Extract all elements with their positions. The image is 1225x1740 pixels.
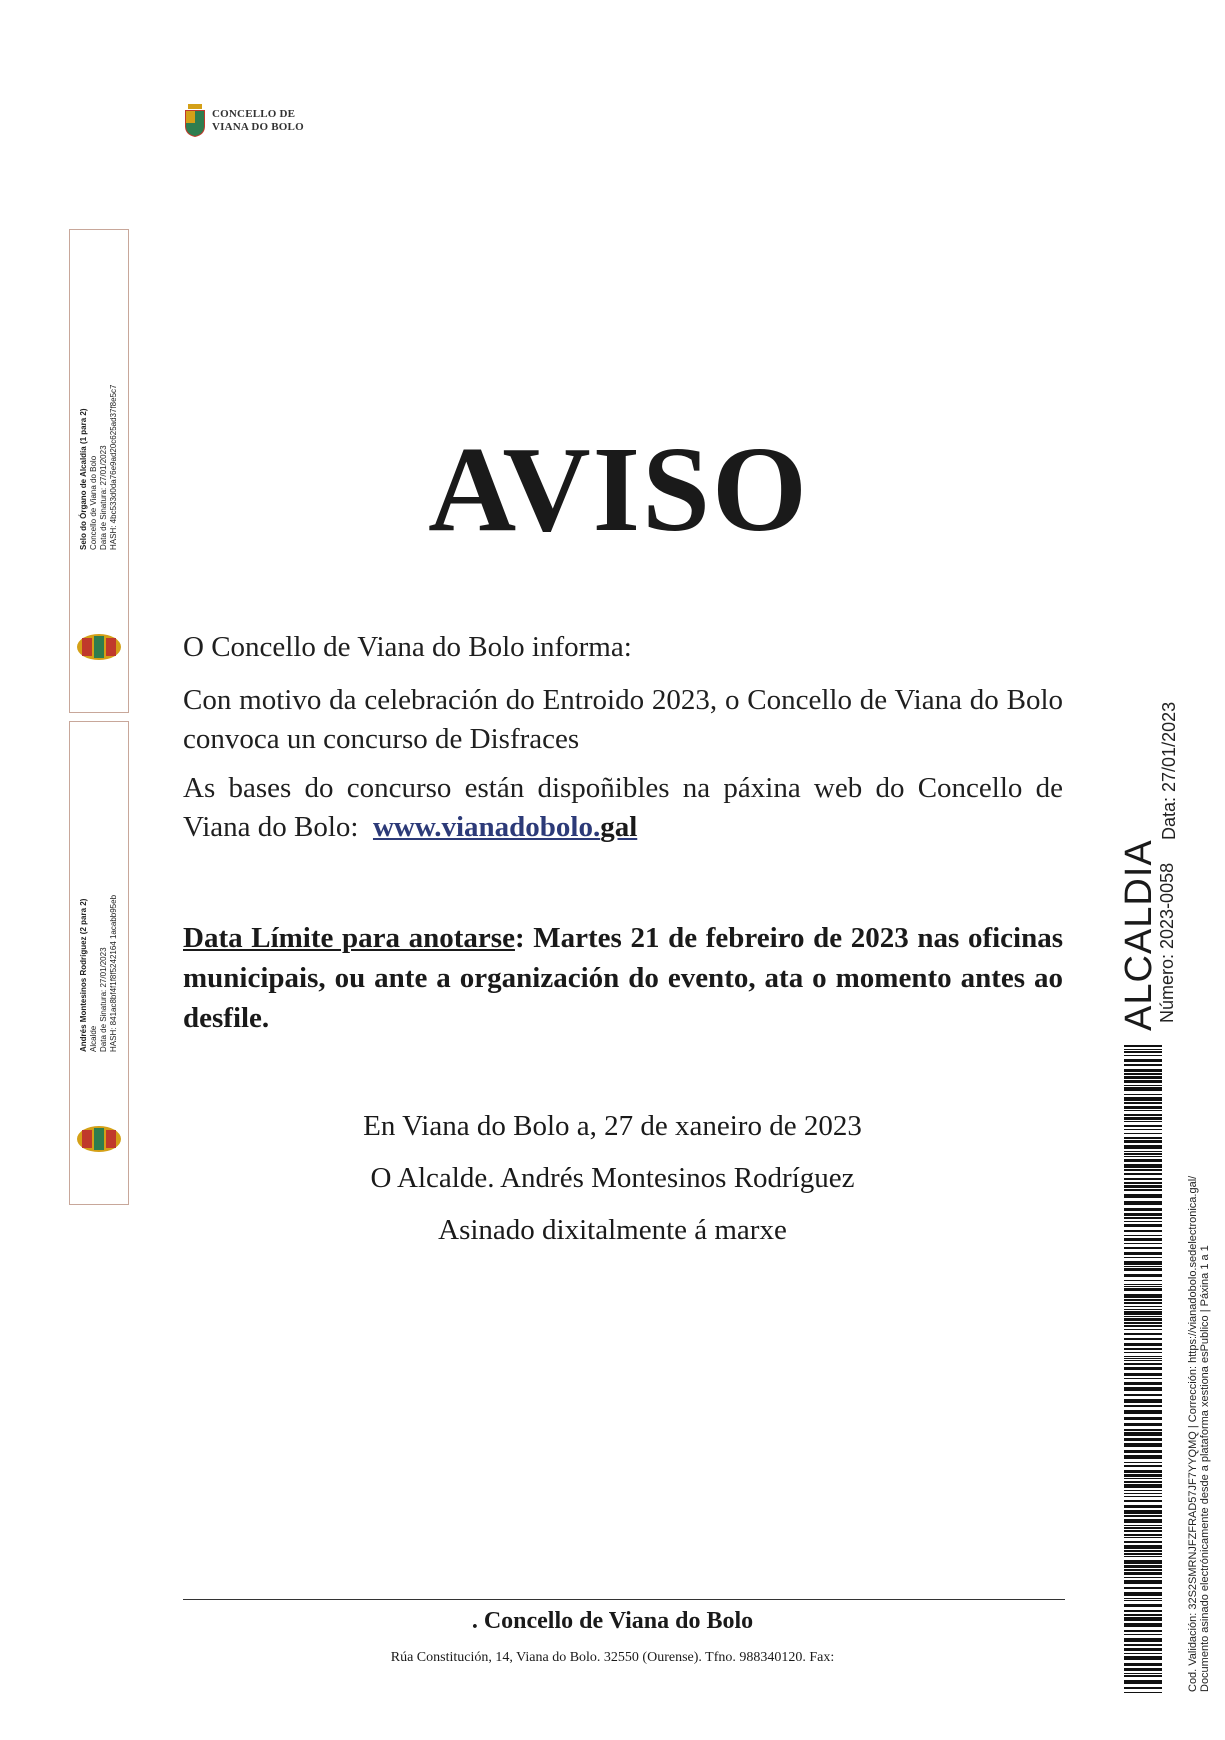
barcode-bar	[1124, 1429, 1162, 1431]
barcode-bar	[1124, 1541, 1162, 1543]
barcode-bar	[1124, 1410, 1162, 1414]
barcode-bar	[1124, 1133, 1162, 1134]
barcode-bar	[1124, 1496, 1162, 1497]
barcode-bar	[1124, 1373, 1162, 1376]
barcode-bar	[1124, 1121, 1162, 1122]
barcode-bar	[1124, 1387, 1162, 1391]
barcode-bar	[1124, 1137, 1162, 1139]
barcode-bar	[1124, 1173, 1162, 1175]
barcode-bar	[1124, 1484, 1162, 1488]
barcode-bar	[1124, 1266, 1162, 1267]
barcode-bar	[1124, 1064, 1162, 1066]
website-link[interactable]: www.vianadobolo.gal	[372, 811, 638, 843]
barcode-bar	[1124, 1614, 1162, 1616]
barcode-bar	[1124, 1673, 1162, 1674]
paragraph-contest: Con motivo da celebración do Entroido 2023, o Concello de Viana do Bolo convoca un concurso de Disfraces	[183, 684, 1063, 755]
barcode-bar	[1124, 1325, 1162, 1327]
barcode-bar	[1124, 1450, 1162, 1453]
barcode-bar	[1124, 1545, 1162, 1549]
barcode-bar	[1124, 1049, 1162, 1050]
barcode-bar	[1124, 1294, 1162, 1298]
barcode-bar	[1124, 1129, 1162, 1130]
bases-text: As bases do concurso están dispoñibles na páxina web do Concello de Viana do Bolo:	[183, 772, 1063, 843]
barcode-bar	[1124, 1316, 1162, 1317]
barcode-bar	[1124, 1110, 1162, 1111]
logo-line-1: CONCELLO DE	[212, 108, 296, 120]
deadline-label: Data Límite para anotarse	[183, 922, 515, 954]
barcode-bar	[1124, 1125, 1162, 1127]
barcode-bar	[1124, 1069, 1162, 1072]
barcode-bar	[1124, 1358, 1162, 1359]
barcode-bar	[1124, 1182, 1162, 1184]
barcode-bar	[1124, 1164, 1162, 1168]
barcode-bar	[1124, 1073, 1162, 1075]
barcode-bar	[1124, 1394, 1162, 1396]
barcode-bar	[1124, 1247, 1162, 1249]
barcode-bar	[1124, 1569, 1162, 1571]
barcode-bar	[1124, 1399, 1162, 1403]
barcode-bar	[1124, 1329, 1162, 1330]
barcode-bar	[1124, 1604, 1162, 1607]
barcode-bar	[1124, 1348, 1162, 1350]
barcode-bar	[1124, 1343, 1162, 1346]
place-date: En Viana do Bolo a, 27 de xaneiro de 2023	[363, 1110, 862, 1142]
barcode-bar	[1124, 1405, 1162, 1407]
barcode-bar	[1124, 1363, 1162, 1365]
barcode-bar	[1124, 1306, 1162, 1307]
header-logo	[184, 104, 304, 138]
barcode-bar	[1124, 1087, 1162, 1091]
document-number: Número: 2023-0058	[1157, 862, 1177, 1023]
barcode-bar	[1124, 1274, 1162, 1277]
notice-body	[183, 628, 1063, 857]
signature-title: Selo do Órgano de Alcaldía (1 para 2)	[79, 408, 88, 550]
barcode-bar	[1124, 1117, 1162, 1120]
barcode-bar	[1124, 1356, 1162, 1357]
footer-name: . Concello de Viana do Bolo	[471, 1608, 754, 1634]
barcode-bar	[1124, 1257, 1162, 1258]
barcode-bar	[1124, 1189, 1162, 1191]
paragraph-bases	[183, 769, 1063, 847]
barcode-bar	[1124, 1382, 1162, 1385]
barcode-bar	[1124, 1318, 1162, 1321]
barcode-bar	[1124, 1580, 1162, 1584]
seal-icon	[76, 632, 122, 662]
barcode-bar	[1124, 1252, 1162, 1255]
barcode-bar	[1124, 1692, 1162, 1693]
barcode-bar	[1124, 1280, 1162, 1281]
validation-text	[1187, 1176, 1211, 1692]
barcode-bar	[1124, 1322, 1162, 1324]
barcode-bar	[1124, 1360, 1162, 1361]
barcode-bar	[1124, 1663, 1162, 1666]
barcode-bar	[1124, 1465, 1162, 1467]
barcode-bar	[1124, 1156, 1162, 1157]
barcode-bar	[1124, 1268, 1162, 1271]
barcode-bar	[1124, 1178, 1162, 1180]
department-label: ALCALDIA	[1118, 839, 1160, 1031]
barcode-bar	[1124, 1338, 1162, 1340]
barcode-bar	[1124, 1261, 1162, 1265]
signature-date: Data de Sinatura: 27/01/2023	[99, 445, 108, 550]
barcode-bar	[1124, 1243, 1162, 1244]
signer-name: O Alcalde. Andrés Montesinos Rodríguez	[370, 1162, 855, 1194]
barcode-bar	[1124, 1288, 1162, 1291]
barcode-bar	[1124, 1185, 1162, 1188]
barcode	[1124, 1045, 1162, 1693]
barcode-bar	[1124, 1505, 1162, 1508]
barcode-bar	[1124, 1114, 1162, 1116]
barcode-bar	[1124, 1284, 1162, 1285]
barcode-bar	[1124, 1224, 1162, 1227]
barcode-bar	[1124, 1333, 1162, 1335]
barcode-bar	[1124, 1617, 1162, 1621]
barcode-bar	[1124, 1106, 1162, 1109]
barcode-bar	[1124, 1076, 1162, 1079]
barcode-bar	[1124, 1623, 1162, 1627]
validation-line-2: Documento asinado electrónicamente desde a plataforma xestiona esPublico | Páxina 1 a 1	[1199, 1245, 1211, 1692]
barcode-bar	[1124, 1230, 1162, 1232]
barcode-bar	[1124, 1638, 1162, 1642]
barcode-bar	[1124, 1577, 1162, 1578]
barcode-bar	[1124, 1553, 1162, 1555]
logo-text	[212, 108, 304, 134]
page-title: AVISO	[428, 422, 809, 557]
barcode-bar	[1124, 1515, 1162, 1517]
barcode-bar	[1124, 1656, 1162, 1660]
barcode-bar	[1124, 1311, 1162, 1315]
signature-hash: HASH: 4bc533d0da76e9ad20c625ad37f8e5c7	[109, 384, 118, 550]
barcode-bar	[1124, 1644, 1162, 1646]
barcode-bar	[1124, 1675, 1162, 1677]
barcode-bar	[1124, 1045, 1162, 1047]
signature-title: Andrés Montesinos Rodríguez (2 para 2)	[79, 898, 88, 1052]
barcode-bar	[1124, 1097, 1162, 1101]
logo-line-2: VIANA DO BOLO	[212, 121, 304, 133]
barcode-bar	[1124, 1648, 1162, 1651]
barcode-bar	[1124, 1238, 1162, 1241]
barcode-bar	[1124, 1680, 1162, 1684]
deadline-paragraph	[183, 918, 1063, 1038]
barcode-bar	[1124, 1560, 1162, 1564]
barcode-bar	[1124, 1462, 1162, 1463]
barcode-bar	[1124, 1455, 1162, 1459]
barcode-bar	[1124, 1490, 1162, 1491]
barcode-bar	[1124, 1519, 1162, 1523]
barcode-bar	[1124, 1653, 1162, 1654]
deadline-text: : Martes 21 de febreiro de 2023 nas oficinas municipais, ou ante a organización do evento, ata o momento antes ao desfile.	[183, 922, 1064, 1034]
barcode-bar	[1124, 1151, 1162, 1152]
barcode-bar	[1124, 1530, 1162, 1532]
barcode-bar	[1124, 1221, 1162, 1222]
barcode-bar	[1124, 1217, 1162, 1219]
barcode-bar	[1124, 1309, 1162, 1310]
barcode-bar	[1124, 1438, 1162, 1441]
digital-signature-note: Asinado dixitalmente á marxe	[438, 1214, 787, 1246]
barcode-bar	[1124, 1417, 1162, 1420]
intro-text: O Concello de Viana do Bolo informa:	[183, 631, 632, 663]
signature-text-2	[79, 812, 119, 1052]
barcode-bar	[1124, 1085, 1162, 1086]
coat-of-arms-icon	[184, 104, 206, 138]
barcode-bar	[1124, 1478, 1162, 1479]
barcode-bar	[1124, 1055, 1162, 1056]
barcode-bar	[1124, 1432, 1162, 1436]
barcode-bar	[1124, 1630, 1162, 1632]
barcode-bar	[1124, 1153, 1162, 1155]
barcode-bar	[1124, 1592, 1162, 1596]
barcode-bar	[1124, 1378, 1162, 1379]
closing-block	[0, 1100, 1225, 1256]
footer-divider	[183, 1599, 1065, 1600]
barcode-bar	[1124, 1534, 1162, 1536]
barcode-bar	[1124, 1352, 1162, 1353]
validation-line-1: Cod. Validación: 32S2SMRNJFZFRAD57JF7YYQMQ | Corrección: https://vianadobolo.sedelectronica.gal/	[1187, 1175, 1199, 1692]
document-date: Data: 27/01/2023	[1159, 701, 1179, 840]
barcode-bar	[1124, 1094, 1162, 1095]
barcode-bar	[1124, 1600, 1162, 1601]
barcode-bar	[1124, 1481, 1162, 1483]
barcode-bar	[1124, 1423, 1162, 1426]
barcode-bar	[1124, 1051, 1162, 1053]
barcode-bar	[1124, 1169, 1162, 1171]
barcode-bar	[1124, 1059, 1162, 1062]
barcode-bar	[1124, 1493, 1162, 1494]
barcode-bar	[1124, 1525, 1162, 1526]
barcode-bar	[1124, 1510, 1162, 1514]
barcode-bar	[1124, 1194, 1162, 1198]
barcode-bar	[1124, 1367, 1162, 1370]
signature-hash: HASH: 841ac8bf4f1f8f5242164 1acabb95eb	[109, 894, 118, 1052]
barcode-bar	[1124, 1668, 1162, 1671]
barcode-bar	[1124, 1537, 1162, 1538]
barcode-bar	[1124, 1102, 1162, 1104]
barcode-bar	[1124, 1610, 1162, 1612]
barcode-bar	[1124, 1213, 1162, 1216]
barcode-bar	[1124, 1140, 1162, 1143]
barcode-bar	[1124, 1286, 1162, 1287]
barcode-bar	[1124, 1302, 1162, 1304]
barcode-bar	[1124, 1235, 1162, 1236]
barcode-bar	[1124, 1687, 1162, 1689]
barcode-bar	[1124, 1500, 1162, 1502]
barcode-bar	[1124, 1587, 1162, 1589]
barcode-bar	[1124, 1145, 1162, 1149]
footer-address: Rúa Constitución, 14, Viana do Bolo. 32550 (Ourense). Tfno. 988340120. Fax:	[390, 1650, 835, 1665]
barcode-bar	[1124, 1470, 1162, 1473]
barcode-bar	[1124, 1550, 1162, 1552]
signature-date: Data de Sinatura: 27/01/2023	[99, 947, 108, 1052]
barcode-bar	[1124, 1634, 1162, 1635]
barcode-bar	[1124, 1527, 1162, 1529]
barcode-bar	[1124, 1080, 1162, 1083]
barcode-bar	[1124, 1443, 1162, 1447]
barcode-bar	[1124, 1201, 1162, 1205]
barcode-bar	[1124, 1565, 1162, 1568]
barcode-bar	[1124, 1598, 1162, 1599]
barcode-bar	[1124, 1208, 1162, 1211]
barcode-bar	[1124, 1299, 1162, 1301]
barcode-bar	[1124, 1556, 1162, 1557]
barcode-bar	[1124, 1159, 1162, 1162]
barcode-bar	[1124, 1474, 1162, 1477]
signature-line: Concello de Viana do Bolo	[89, 455, 98, 550]
barcode-bar	[1124, 1572, 1162, 1575]
signature-line: Alcalde	[89, 1025, 98, 1052]
